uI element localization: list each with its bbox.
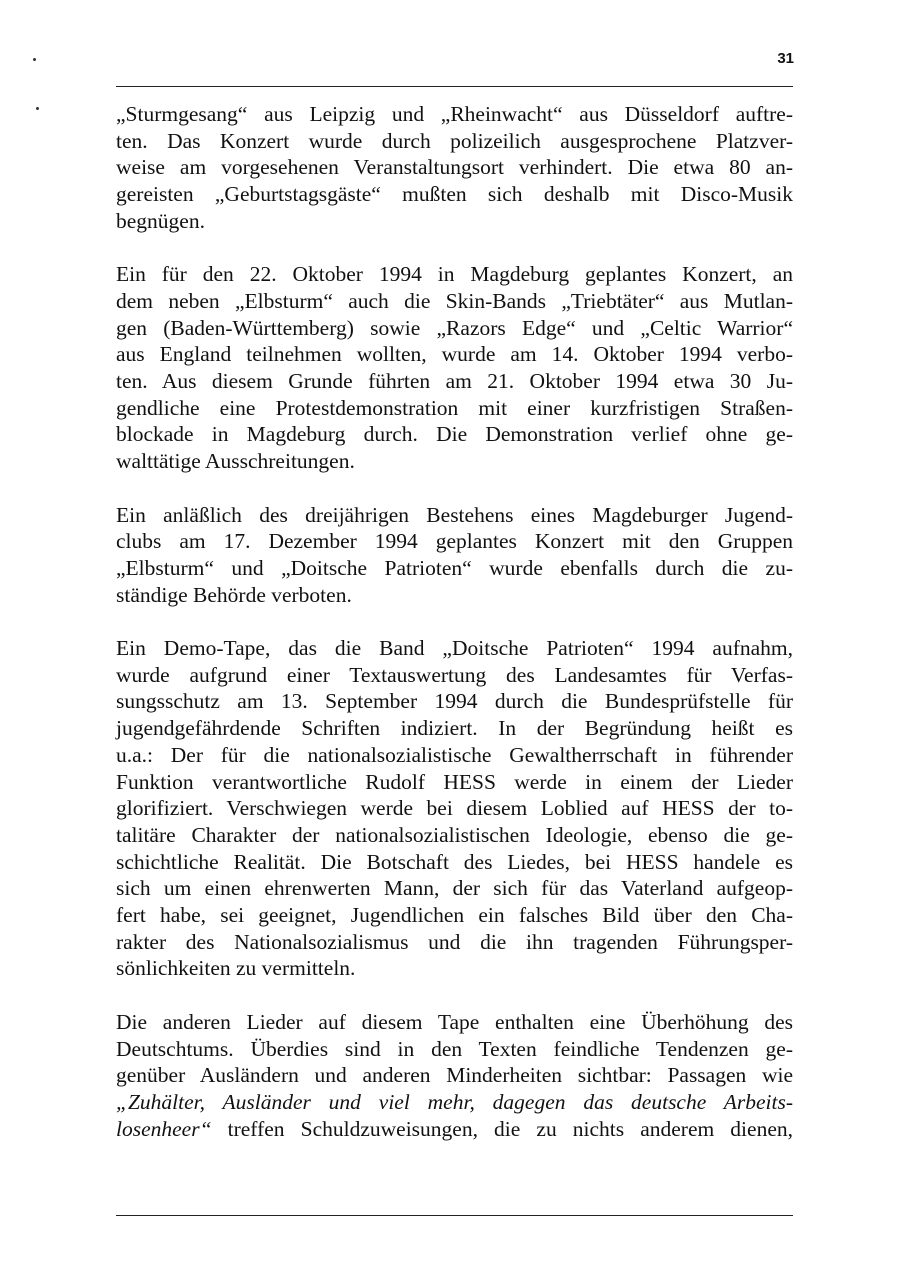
text-line: wurde aufgrund einer Textauswertung des Landesamtes für Verfas-	[116, 662, 793, 687]
text-line: genüber Ausländern und anderen Minderheiten sichtbar: Passagen wie	[116, 1063, 793, 1088]
text-line: rakter des Nationalsozialismus und die ihn tragenden Führungsper-	[116, 929, 793, 954]
page-number: 31	[777, 50, 794, 67]
text-line: u.a.: Der für die nationalsozialistische Gewaltherrschaft in führender	[116, 742, 793, 767]
text-line: schichtliche Realität. Die Botschaft des Liedes, bei HESS handele es	[116, 849, 793, 874]
text-fragment: treffen Schuldzuweisungen, die zu nichts anderem dienen,	[211, 1116, 793, 1141]
text-line	[116, 1089, 793, 1116]
paragraph	[116, 101, 793, 235]
text-line: weise am vorgesehenen Veranstaltungsort verhindert. Die etwa 80 an-	[116, 155, 793, 180]
text-line: begnügen.	[116, 208, 205, 233]
text-line: ten. Das Konzert wurde durch polizeilich ausgesprochene Platzver-	[116, 128, 793, 153]
text-line: sungsschutz am 13. September 1994 durch die Bundesprüfstelle für	[116, 689, 793, 714]
bottom-rule	[116, 1215, 793, 1216]
text-line: Deutschtums. Überdies sind in den Texten feindliche Tendenzen ge-	[116, 1036, 793, 1061]
text-line: gendliche eine Protestdemonstration mit einer kurzfristigen Straßen-	[116, 395, 793, 420]
text-line: sönlichkeiten zu vermitteln.	[116, 956, 356, 981]
text-line: ständige Behörde verboten.	[116, 582, 352, 607]
text-line: fert habe, sei geeignet, Jugendlichen ein falsches Bild über den Cha-	[116, 903, 793, 928]
text-line: gen (Baden-Württemberg) sowie „Razors Edge“ und „Celtic Warrior“	[116, 315, 793, 340]
page-body	[116, 101, 793, 1142]
text-line: dem neben „Elbsturm“ auch die Skin-Bands „Triebtäter“ aus Mutlan-	[116, 288, 793, 313]
text-line: sich um einen ehrenwerten Mann, der sich für das Vaterland aufgeop-	[116, 876, 793, 901]
text-line: clubs am 17. Dezember 1994 geplantes Konzert mit den Gruppen	[116, 529, 793, 554]
text-line: Die anderen Lieder auf diesem Tape enthalten eine Überhöhung des	[116, 1009, 793, 1034]
scan-speck	[33, 58, 36, 61]
text-line: Ein anläßlich des dreijährigen Bestehens eines Magdeburger Jugend-	[116, 502, 793, 527]
paragraph	[116, 635, 793, 982]
text-line: jugendgefährdende Schriften indiziert. In der Begründung heißt es	[116, 716, 793, 741]
paragraph	[116, 1009, 793, 1143]
text-line: „Elbsturm“ und „Doitsche Patrioten“ wurde ebenfalls durch die zu-	[116, 555, 793, 580]
quoted-lyric: „Zuhälter, Ausländer und viel mehr, dagegen das deutsche Arbeits-	[116, 1089, 793, 1114]
text-line: Ein für den 22. Oktober 1994 in Magdeburg geplantes Konzert, an	[116, 262, 793, 287]
text-line: Funktion verantwortliche Rudolf HESS werde in einem der Lieder	[116, 769, 793, 794]
paragraph	[116, 261, 793, 475]
text-line: blockade in Magdeburg durch. Die Demonstration verlief ohne ge-	[116, 422, 793, 447]
text-line: gereisten „Geburtstagsgäste“ mußten sich deshalb mit Disco-Musik	[116, 182, 793, 207]
text-line: walttätige Ausschreitungen.	[116, 449, 355, 474]
text-line: „Sturmgesang“ aus Leipzig und „Rheinwacht“ aus Düsseldorf auftre-	[116, 102, 793, 126]
top-rule	[116, 86, 793, 87]
scan-speck	[36, 107, 39, 110]
text-line: ten. Aus diesem Grunde führten am 21. Oktober 1994 etwa 30 Ju-	[116, 369, 793, 394]
text-line: glorifiziert. Verschwiegen werde bei diesem Loblied auf HESS der to-	[116, 796, 793, 821]
text-line: talitäre Charakter der nationalsozialistischen Ideologie, ebenso die ge-	[116, 822, 793, 847]
paragraph	[116, 502, 793, 609]
quoted-lyric: losenheer“	[116, 1116, 212, 1141]
text-line	[116, 1116, 793, 1143]
text-line: Ein Demo-Tape, das die Band „Doitsche Patrioten“ 1994 aufnahm,	[116, 636, 793, 661]
text-line: aus England teilnehmen wollten, wurde am 14. Oktober 1994 verbo-	[116, 342, 793, 367]
